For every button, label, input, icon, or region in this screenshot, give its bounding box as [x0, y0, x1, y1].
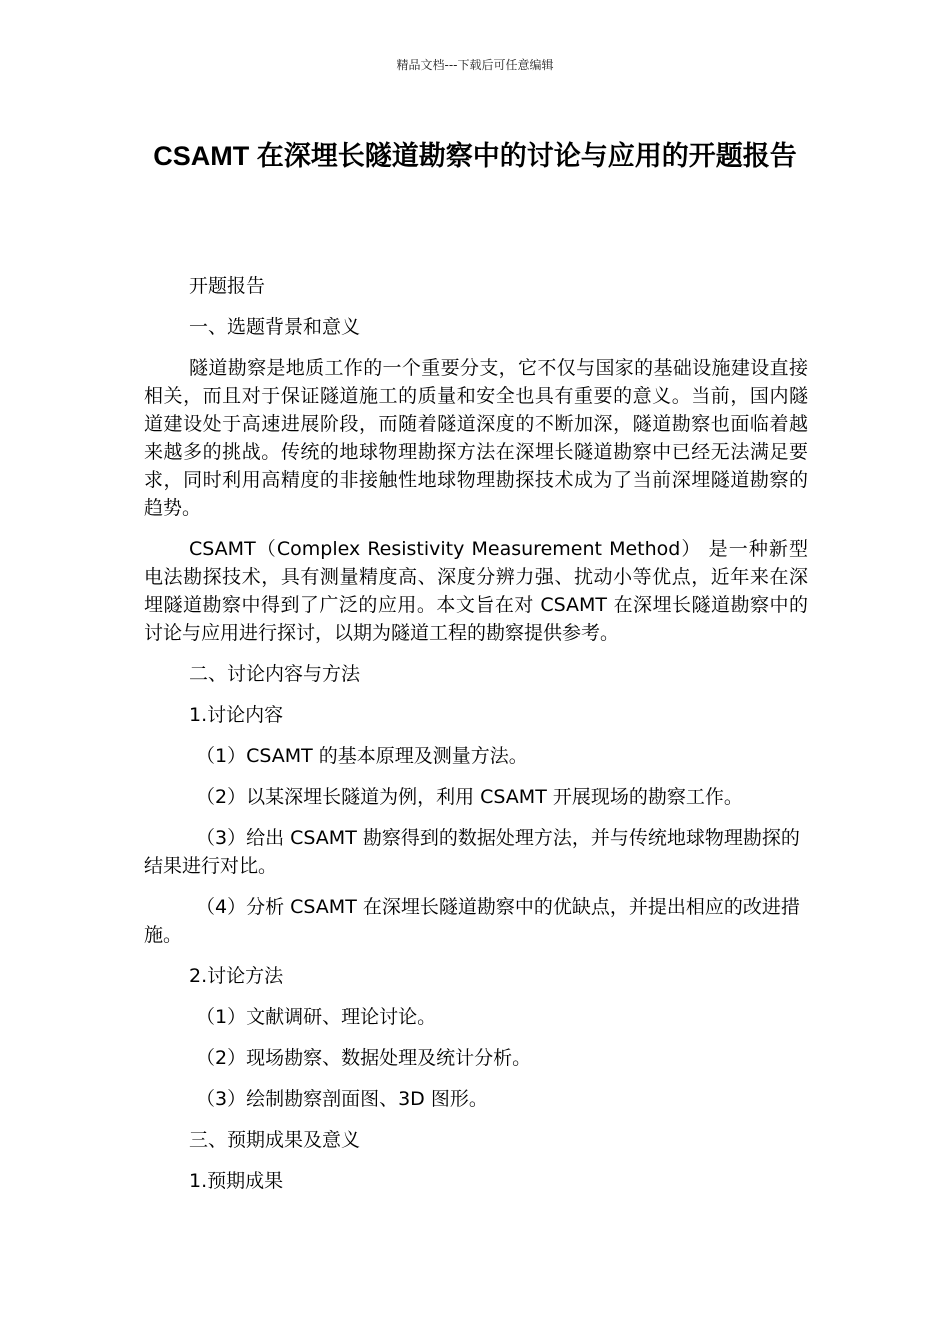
page-header: 精品文档---下载后可任意编辑 — [396, 58, 554, 72]
paragraph-csamt-intro: CSAMT（Complex Resistivity Measurement Method） 是一种新型电法勘探技术，具有测量精度高、深度分辨力强、扰动小等优点，近年来在深埋隧道勘察中得到了广泛的应用。本文旨在对 CSAMT 在深埋长隧道勘察中的讨论与应用进行探讨，以期为隧道工程的勘察提供参考。 — [144, 538, 808, 644]
paragraph-background: 隧道勘察是地质工作的一个重要分支，它不仅与国家的基础设施建设直接相关，而且对于保证隧道施工的质量和安全也具有重要的意义。当前，国内隧道建设处于高速进展阶段，而随着隧道深度的不断加深，隧道勘察也面临着越来越多的挑战。传统的地球物理勘探方法在深埋长隧道勘察中已经无法满足要求，同时利用高精度的非接触性地球物理勘探技术成为了当前深埋隧道勘察的趋势。 — [144, 357, 808, 519]
subheading-content: 1.讨论内容 — [189, 704, 284, 726]
subheading-results: 1.预期成果 — [189, 1170, 284, 1192]
list-item: （2）现场勘察、数据处理及统计分析。 — [196, 1047, 532, 1069]
document-title: CSAMT 在深埋长隧道勘察中的讨论与应用的开题报告 — [153, 141, 797, 171]
list-item: （4）分析 CSAMT 在深埋长隧道勘察中的优缺点，并提出相应的改进措施。 — [144, 896, 800, 946]
section-heading-1: 一、选题背景和意义 — [189, 316, 361, 338]
document-body — [144, 272, 808, 1208]
section-heading-3: 三、预期成果及意义 — [189, 1129, 361, 1151]
list-item: （1）CSAMT 的基本原理及测量方法。 — [196, 745, 528, 767]
list-item: （3）给出 CSAMT 勘察得到的数据处理方法，并与传统地球物理勘探的结果进行对比。 — [144, 827, 800, 877]
list-item: （2）以某深埋长隧道为例，利用 CSAMT 开展现场的勘察工作。 — [196, 786, 743, 808]
list-item: （1）文献调研、理论讨论。 — [196, 1006, 437, 1028]
section-heading-2: 二、讨论内容与方法 — [189, 663, 361, 685]
subheading-method: 2.讨论方法 — [189, 965, 284, 987]
list-item: （3）绘制勘察剖面图、3D 图形。 — [196, 1088, 488, 1110]
section-label: 开题报告 — [189, 275, 266, 297]
